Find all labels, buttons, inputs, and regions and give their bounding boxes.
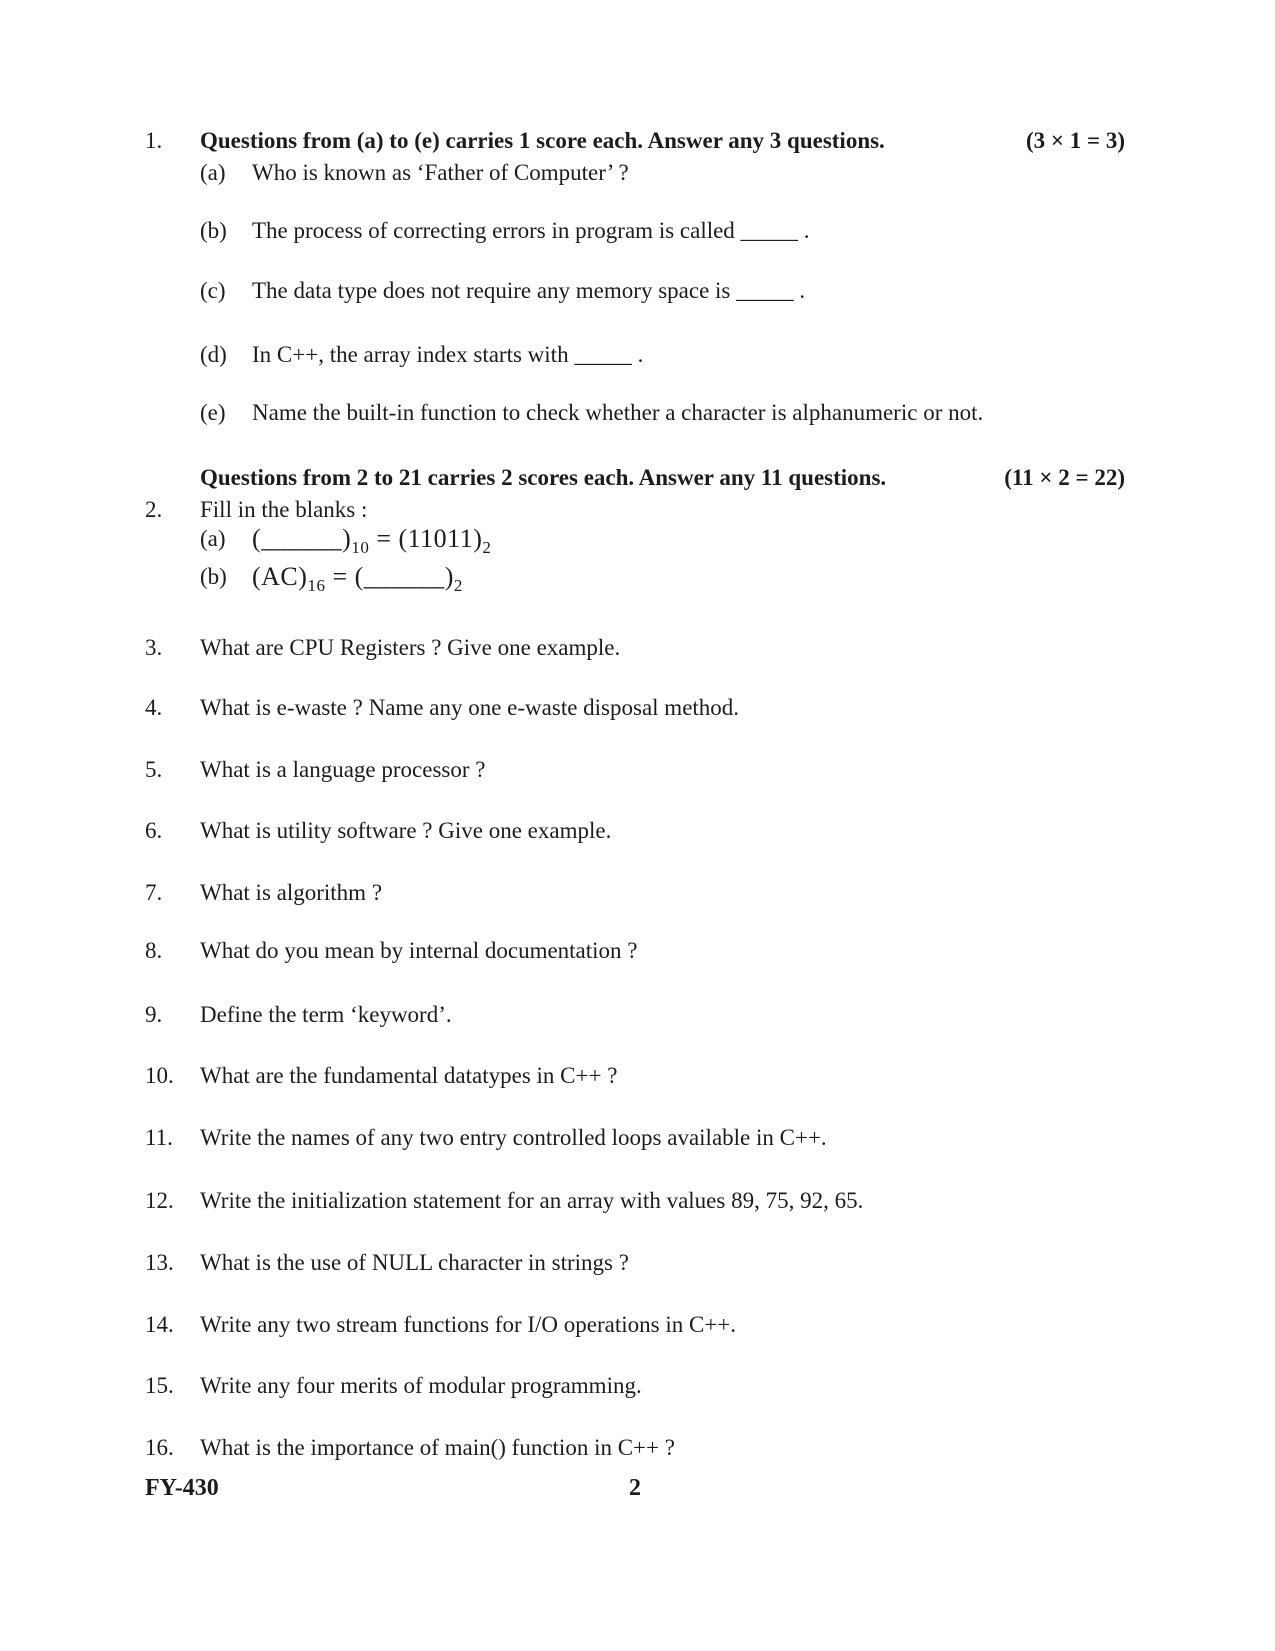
question-10-row <box>145 1061 1125 1091</box>
question-1a-row <box>200 158 1125 188</box>
question-4-row <box>145 693 1125 723</box>
base-subscript: 2 <box>482 538 492 557</box>
question-text: What is algorithm ? <box>200 880 383 905</box>
section2-heading: Questions from 2 to 21 carries 2 scores each. Answer any 11 questions. <box>200 465 887 490</box>
question-number: 9. <box>145 1002 163 1027</box>
section2-score: (11 × 2 = 22) <box>1004 465 1125 490</box>
question-15-row <box>145 1371 1125 1401</box>
question-number: 4. <box>145 695 163 720</box>
sub-question-label: (d) <box>200 342 227 367</box>
base-subscript: 2 <box>453 576 463 595</box>
question-2b-row <box>200 562 1125 595</box>
question-number: 3. <box>145 635 163 660</box>
question-text: What are CPU Registers ? Give one example. <box>200 635 621 660</box>
sub-question-label: (a) <box>200 160 226 185</box>
question-number: 13. <box>145 1250 174 1275</box>
question-16-row <box>145 1433 1125 1463</box>
section1-score: (3 × 1 = 3) <box>1025 128 1125 153</box>
question-8-row <box>145 936 1125 966</box>
question-text: What is the importance of main() function in C++ ? <box>200 1435 675 1460</box>
conversion-formula-decimal <box>252 524 1125 557</box>
formula-segment: = (______) <box>325 562 454 591</box>
page-footer <box>145 1473 1125 1503</box>
base-subscript: 16 <box>307 576 326 595</box>
question-text: What is a language processor ? <box>200 757 486 782</box>
question-text: What is e-waste ? Name any one e-waste disposal method. <box>200 695 740 720</box>
question-text: What is utility software ? Give one example. <box>200 818 612 843</box>
base-subscript: 10 <box>351 538 370 557</box>
question-number: 12. <box>145 1188 174 1213</box>
question-1b-row <box>200 216 1125 246</box>
sub-question-text: In C++, the array index starts with _____ . <box>252 342 644 367</box>
question-5-row <box>145 755 1125 785</box>
sub-question-label: (e) <box>200 400 226 425</box>
question-text: What do you mean by internal documentation ? <box>200 938 638 963</box>
question-11-row <box>145 1123 1125 1153</box>
sub-question-text: Who is known as ‘Father of Computer’ ? <box>252 160 629 185</box>
paper-code: FY-430 <box>145 1475 219 1501</box>
sub-question-label: (a) <box>200 526 226 551</box>
sub-question-label: (b) <box>200 218 227 243</box>
question-13-row <box>145 1248 1125 1278</box>
question-text: What is the use of NULL character in strings ? <box>200 1250 629 1275</box>
question-9-row <box>145 1000 1125 1030</box>
question-14-row <box>145 1310 1125 1340</box>
question-text: What are the fundamental datatypes in C++ ? <box>200 1063 618 1088</box>
question-2-row <box>145 495 1125 525</box>
question-number: 8. <box>145 938 163 963</box>
question-text: Define the term ‘keyword’. <box>200 1002 452 1027</box>
formula-segment: (AC) <box>252 562 308 591</box>
sub-question-text: The data type does not require any memory space is _____ . <box>252 278 806 303</box>
question-number: 7. <box>145 880 163 905</box>
question-number: 6. <box>145 818 163 843</box>
question-1e-row <box>200 398 1125 428</box>
question-number: 15. <box>145 1373 174 1398</box>
question-number: 11. <box>145 1125 173 1150</box>
question-number: 14. <box>145 1312 174 1337</box>
question-number: 5. <box>145 757 163 782</box>
question-text: Write any four merits of modular programming. <box>200 1373 642 1398</box>
question-number: 2. <box>145 497 163 522</box>
question-1c-row <box>200 276 1125 306</box>
question-text: Write the initialization statement for an array with values 89, 75, 92, 65. <box>200 1188 864 1213</box>
sub-question-label: (b) <box>200 564 227 589</box>
question-number: 1. <box>145 128 163 153</box>
question-text: Write any two stream functions for I/O operations in C++. <box>200 1312 737 1337</box>
sub-question-label: (c) <box>200 278 226 303</box>
formula-segment: (______) <box>252 524 352 553</box>
question-1d-row <box>200 340 1125 370</box>
question-1-heading-row <box>145 126 1125 156</box>
question-2a-row <box>200 524 1125 557</box>
conversion-formula-hex <box>252 562 1125 595</box>
question-text: Fill in the blanks : <box>200 497 368 522</box>
question-number: 10. <box>145 1063 174 1088</box>
question-6-row <box>145 816 1125 846</box>
question-7-row <box>145 878 1125 908</box>
page-number: 2 <box>629 1475 641 1501</box>
question-number: 16. <box>145 1435 174 1460</box>
formula-segment: = (11011) <box>369 524 483 553</box>
section2-heading-row <box>145 463 1125 493</box>
question-12-row <box>145 1186 1125 1216</box>
sub-question-text: The process of correcting errors in program is called _____ . <box>252 218 810 243</box>
question-text: Write the names of any two entry controlled loops available in C++. <box>200 1125 827 1150</box>
sub-question-text: Name the built-in function to check whether a character is alphanumeric or not. <box>252 400 984 425</box>
question-3-row <box>145 633 1125 663</box>
section1-heading: Questions from (a) to (e) carries 1 score each. Answer any 3 questions. <box>200 128 885 153</box>
